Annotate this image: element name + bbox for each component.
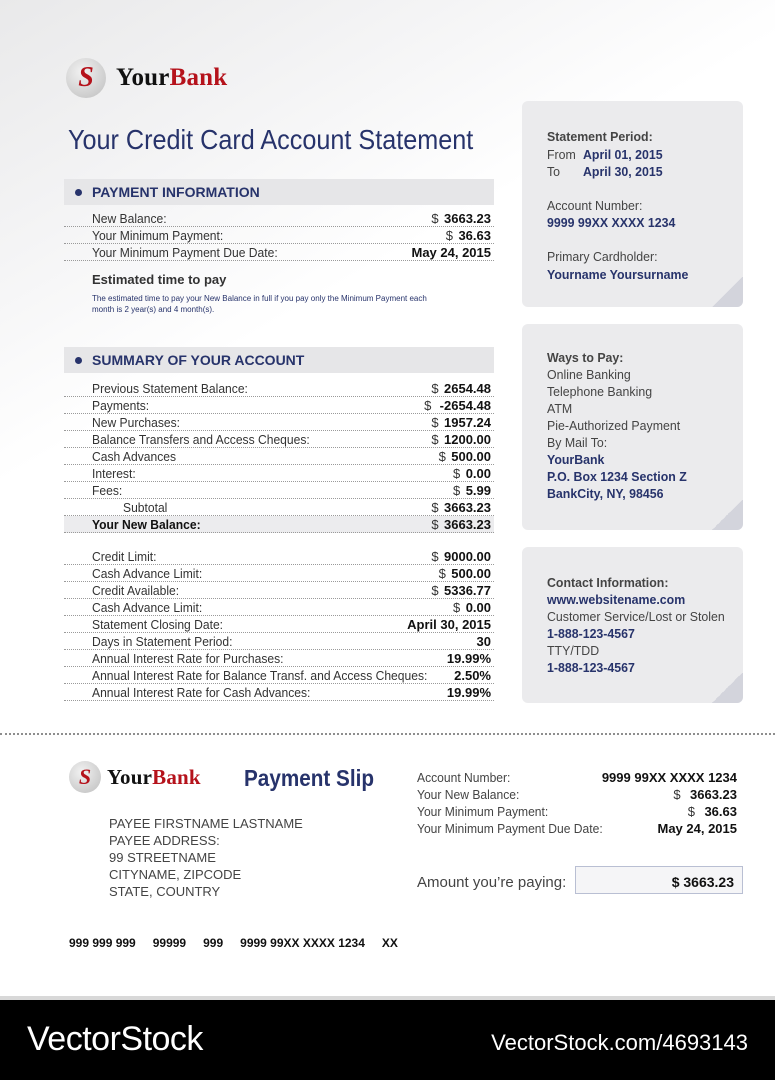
slip-row <box>417 804 737 821</box>
row-label: Previous Statement Balance: <box>92 381 248 396</box>
currency-symbol: $ <box>687 804 695 819</box>
amount-paying-field[interactable] <box>575 866 743 894</box>
summary-header <box>64 347 494 373</box>
row-value: 3663.23 <box>444 211 491 226</box>
row-label: Annual Interest Rate for Balance Transf. and Access Cheques: <box>92 668 428 683</box>
page-curl-icon <box>711 277 743 307</box>
estimate-title: Estimated time to pay <box>92 272 227 287</box>
summary-row <box>64 380 494 397</box>
account-detail-row <box>64 616 494 633</box>
row-value: 500.00 <box>451 566 491 581</box>
row-value: -2654.48 <box>439 398 491 413</box>
period-label: Statement Period: <box>547 129 653 144</box>
row-value: April 30, 2015 <box>407 617 491 632</box>
logo-mark: S <box>78 764 92 789</box>
slip-bank-logo <box>69 761 201 793</box>
payment-info-row <box>64 210 494 227</box>
row-value: 0.00 <box>465 600 491 615</box>
currency-symbol: $ <box>431 432 439 447</box>
currency-symbol: $ <box>431 415 439 430</box>
from-label: From <box>547 147 576 162</box>
mailing-address-line: P.O. Box 1234 Section Z <box>547 469 687 484</box>
mailing-address-line: YourBank <box>547 452 605 467</box>
currency-symbol: $ <box>452 483 461 498</box>
contact-panel <box>522 547 743 703</box>
row-label: Statement Closing Date: <box>92 617 224 632</box>
to-label: To <box>547 164 561 179</box>
mailing-address-line: BankCity, NY, 98456 <box>547 486 664 501</box>
summary-title: SUMMARY OF YOUR ACCOUNT <box>92 352 305 368</box>
from-value: April 01, 2015 <box>583 147 663 162</box>
row-label: Subtotal <box>123 500 168 515</box>
row-label: Annual Interest Rate for Purchases: <box>92 651 284 666</box>
summary-row <box>64 448 494 465</box>
row-label: Annual Interest Rate for Cash Advances: <box>92 685 311 700</box>
ways-to-pay-panel <box>522 324 743 530</box>
summary-row <box>64 465 494 482</box>
slip-row-label: Account Number: <box>417 770 511 785</box>
currency-symbol: $ <box>438 449 446 464</box>
payment-info-row <box>64 227 494 244</box>
page-curl-icon <box>711 673 743 703</box>
account-detail-row <box>64 582 494 599</box>
bank-name-your: Your <box>116 64 170 91</box>
codeline-segment: 9999 99XX XXXX 1234 <box>240 936 365 950</box>
row-label: Credit Available: <box>92 583 180 598</box>
currency-symbol: $ <box>438 566 446 581</box>
codeline-segment: 999 999 999 <box>69 936 136 950</box>
payee-line: CITYNAME, ZIPCODE <box>109 867 242 882</box>
bank-name <box>107 765 201 790</box>
account-value: 9999 99XX XXXX 1234 <box>547 215 676 230</box>
row-label: New Purchases: <box>92 415 181 430</box>
bullet-icon <box>75 189 82 196</box>
new-balance-row <box>64 516 494 533</box>
currency-symbol: $ <box>452 600 461 615</box>
account-detail-row <box>64 599 494 616</box>
slip-row <box>417 770 737 787</box>
payment-info-row <box>64 244 494 261</box>
bank-name-bank: Bank <box>152 764 201 789</box>
cardholder-value: Yourname Yoursurname <box>547 267 689 282</box>
row-label: Your Minimum Payment: <box>92 228 224 243</box>
row-label: Fees: <box>92 483 123 498</box>
logo-mark: S <box>78 62 94 93</box>
website-link[interactable]: www.websitename.com <box>547 592 686 607</box>
ways-to-pay-title: Ways to Pay: <box>547 350 624 365</box>
row-label: Credit Limit: <box>92 549 157 564</box>
currency-symbol: $ <box>431 517 439 532</box>
summary-row <box>64 482 494 499</box>
payment-method: Pie-Authorized Payment <box>547 418 681 433</box>
payment-method: Online Banking <box>547 367 631 382</box>
slip-row-value: May 24, 2015 <box>657 821 737 836</box>
codeline-segment: 999 <box>203 936 224 950</box>
row-value: May 24, 2015 <box>411 245 491 260</box>
payment-method: By Mail To: <box>547 435 608 450</box>
row-value: 5336.77 <box>444 583 491 598</box>
row-label: Cash Advances <box>92 449 177 464</box>
row-value: 3663.23 <box>444 500 491 515</box>
currency-symbol: $ <box>431 381 439 396</box>
account-detail-row <box>64 667 494 684</box>
bank-name-bank: Bank <box>169 64 228 91</box>
customer-service-phone: 1-888-123-4567 <box>547 626 635 641</box>
currency-symbol: $ <box>673 787 681 802</box>
bank-logo <box>66 58 227 98</box>
page-curl-icon <box>711 500 743 530</box>
payee-line: 99 STREETNAME <box>109 850 216 865</box>
bank-logo-icon <box>66 58 106 98</box>
currency-symbol: $ <box>431 549 439 564</box>
watermark-banner <box>0 1000 775 1080</box>
payment-info-header <box>64 179 494 205</box>
amount-paying-label: Amount you’re paying: <box>417 874 567 891</box>
page-title: Your Credit Card Account Statement <box>68 124 474 155</box>
summary-row <box>64 397 494 414</box>
statement-period-panel <box>522 101 743 307</box>
slip-row <box>417 821 737 838</box>
bank-name <box>116 64 227 92</box>
tty-label: TTY/TDD <box>547 643 600 658</box>
row-label: Cash Advance Limit: <box>92 566 203 581</box>
currency-symbol: $ <box>431 500 439 515</box>
summary-row <box>64 499 494 516</box>
row-label: Cash Advance Limit: <box>92 600 203 615</box>
slip-row-value: 36.63 <box>704 804 737 819</box>
row-value: 2.50% <box>454 668 491 683</box>
currency-symbol: $ <box>431 211 439 226</box>
payee-line: PAYEE ADDRESS: <box>109 833 220 848</box>
row-value: 0.00 <box>465 466 491 481</box>
currency-symbol: $ <box>424 398 432 413</box>
row-value: 9000.00 <box>444 549 491 564</box>
payee-line: PAYEE FIRSTNAME LASTNAME <box>109 816 303 831</box>
watermark-id: VectorStock.com/4693143 <box>491 1030 748 1055</box>
summary-row <box>64 414 494 431</box>
row-label: Balance Transfers and Access Cheques: <box>92 432 310 447</box>
row-value: 2654.48 <box>444 381 491 396</box>
row-value: 36.63 <box>458 228 491 243</box>
estimate-note: The estimated time to pay your New Balance in full if you pay only the Minimum Payment each month is 2 year(s) and 4 month(s). <box>92 294 427 314</box>
slip-row-label: Your Minimum Payment: <box>417 804 549 819</box>
payment-info-title: PAYMENT INFORMATION <box>92 184 260 200</box>
watermark-logo: VectorStock <box>27 1020 203 1058</box>
payee-line: STATE, COUNTRY <box>109 884 221 899</box>
account-detail-row <box>64 565 494 582</box>
slip-row <box>417 787 737 804</box>
slip-row-label: Your New Balance: <box>417 787 520 802</box>
row-value: 5.99 <box>465 483 491 498</box>
amount-paying-value: $ 3663.23 <box>671 874 734 890</box>
currency-symbol: $ <box>452 466 461 481</box>
summary-row <box>64 431 494 448</box>
row-label: Days in Statement Period: <box>92 634 233 649</box>
row-value: 19.99% <box>446 651 491 666</box>
payment-method: ATM <box>547 401 573 416</box>
slip-row-value: 3663.23 <box>690 787 737 802</box>
payment-slip-title: Payment Slip <box>244 765 374 791</box>
row-label: Payments: <box>92 398 150 413</box>
payment-method: Telephone Banking <box>547 384 653 399</box>
currency-symbol: $ <box>445 228 453 243</box>
row-value: 3663.23 <box>444 517 491 532</box>
account-label: Account Number: <box>547 198 643 213</box>
row-value: 1957.24 <box>444 415 491 430</box>
payment-codeline <box>69 936 415 950</box>
slip-row-label: Your Minimum Payment Due Date: <box>417 821 603 836</box>
to-value: April 30, 2015 <box>583 164 663 179</box>
account-detail-row <box>64 548 494 565</box>
row-label: New Balance: <box>92 211 167 226</box>
bank-logo-icon <box>69 761 101 793</box>
row-value: 1200.00 <box>444 432 491 447</box>
account-detail-row <box>64 633 494 650</box>
customer-service-label: Customer Service/Lost or Stolen <box>547 609 725 624</box>
tear-off-line <box>0 733 775 735</box>
codeline-segment: XX <box>381 936 398 950</box>
currency-symbol: $ <box>431 583 439 598</box>
cardholder-label: Primary Cardholder: <box>547 249 658 264</box>
row-label: Interest: <box>92 466 136 481</box>
row-value: 500.00 <box>451 449 491 464</box>
codeline-segment: 99999 <box>152 936 187 950</box>
account-detail-row <box>64 650 494 667</box>
tty-phone: 1-888-123-4567 <box>547 660 635 675</box>
bullet-icon <box>75 357 82 364</box>
slip-row-value: 9999 99XX XXXX 1234 <box>601 770 737 785</box>
row-label: Your New Balance: <box>92 517 201 532</box>
row-label: Your Minimum Payment Due Date: <box>92 245 278 260</box>
row-value: 19.99% <box>446 685 491 700</box>
bank-name-your: Your <box>107 764 153 789</box>
account-detail-row <box>64 684 494 701</box>
contact-title: Contact Information: <box>547 575 669 590</box>
row-value: 30 <box>476 634 491 649</box>
